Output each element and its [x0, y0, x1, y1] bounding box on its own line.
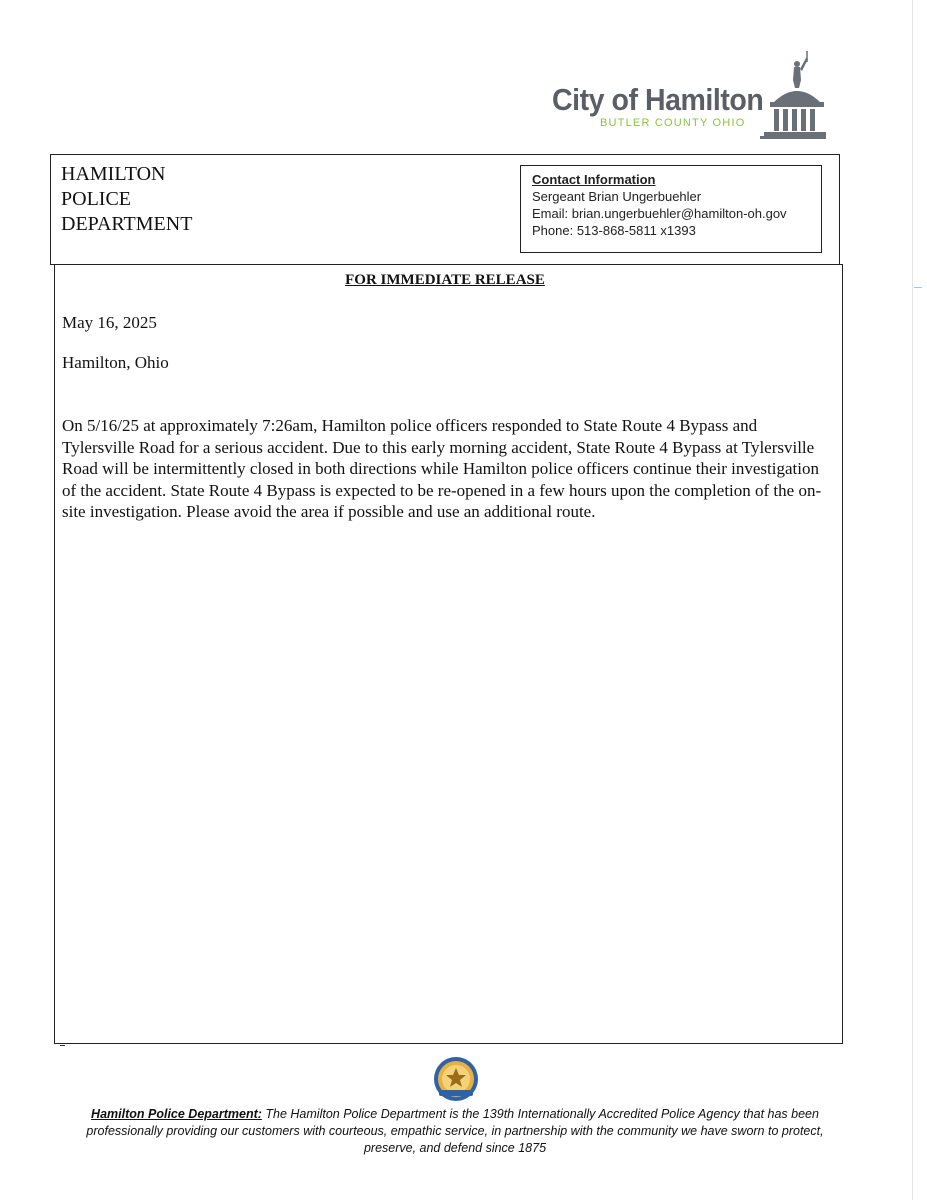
- department-line-1: HAMILTON: [61, 163, 166, 185]
- logo-title: City of Hamilton: [552, 82, 764, 117]
- release-heading: FOR IMMEDIATE RELEASE: [345, 272, 545, 288]
- logo-subtitle: BUTLER COUNTY OHIO: [600, 117, 746, 129]
- contact-name: Sergeant Brian Ungerbuehler: [532, 189, 702, 204]
- footer-text: The Hamilton Police Department is the 139th Internationally Accredited Police Agency that has been professionally providing our customers with courteous, empathic service, in partnership with the community we have sworn to protect, preserve, and defend since 1875: [86, 1107, 824, 1155]
- contact-information-box: [520, 165, 822, 253]
- courthouse-statue-icon: [760, 50, 826, 140]
- scan-edge-tick: [914, 287, 922, 288]
- contact-title: Contact Information: [532, 172, 656, 187]
- city-of-hamilton-logo: [548, 50, 828, 142]
- contact-email: Email: brian.ungerbuehler@hamilton-oh.gov: [532, 206, 787, 221]
- scan-edge-line: [912, 0, 913, 1200]
- release-location: Hamilton, Ohio: [62, 353, 169, 372]
- footer-statement: [60, 1106, 850, 1157]
- release-body-text: On 5/16/25 at approximately 7:26am, Hamilton police officers responded to State Route 4 Bypass and Tylersville Road for a serious accident. Due to this early morning accident, State Route 4 Bypass at Tylersville Road will be intermittently closed in both directions while Hamilton police officers continue their investigation of the accident. State Route 4 Bypass is expected to be re-opened in a few hours upon the completion of the on-site investigation. Please avoid the area if possible and use an additional route.: [62, 416, 822, 521]
- department-name: [61, 162, 192, 237]
- release-date: May 16, 2025: [62, 313, 157, 332]
- department-line-2: POLICE: [61, 188, 131, 210]
- contact-phone: Phone: 513-868-5811 x1393: [532, 223, 696, 238]
- accreditation-seal-icon: [433, 1056, 479, 1102]
- page-mark: [60, 1045, 65, 1046]
- footer-label: Hamilton Police Department:: [91, 1107, 262, 1121]
- department-line-3: DEPARTMENT: [61, 213, 193, 235]
- release-body-box: [54, 264, 843, 1044]
